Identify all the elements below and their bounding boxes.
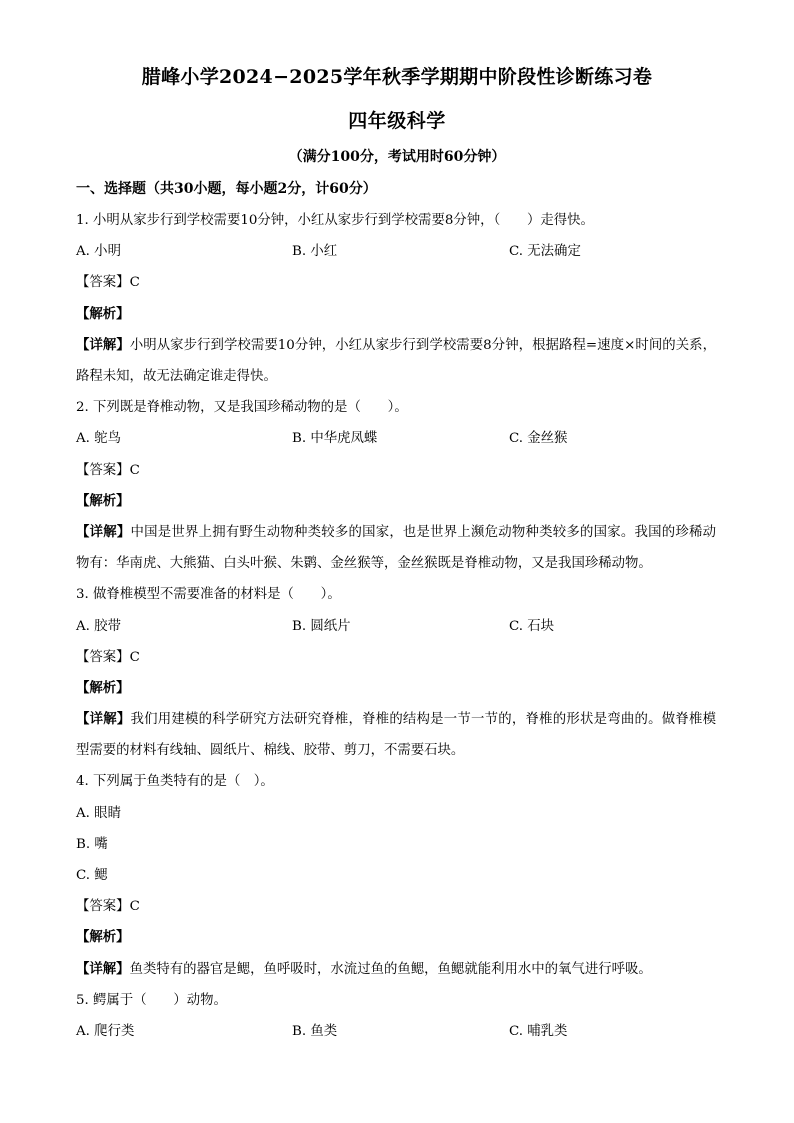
options-row bbox=[76, 423, 716, 454]
detail-tag: 【详解】 bbox=[76, 711, 131, 728]
options-row bbox=[76, 611, 716, 642]
analysis-tag: 【解析】 bbox=[76, 492, 130, 509]
question-stem: 3. 做脊椎模型不需要准备的材料是（ ）。 bbox=[76, 587, 341, 603]
detail-paragraph bbox=[76, 330, 716, 392]
exam-subtitle: 四年级科学 bbox=[348, 110, 446, 132]
option-a: A. 爬行类 bbox=[76, 1023, 135, 1039]
questions-list bbox=[76, 205, 716, 1047]
option-a: A. 小明 bbox=[76, 244, 121, 260]
option-c: C. 无法确定 bbox=[509, 244, 581, 260]
option-a: A. 眼睛 bbox=[76, 805, 121, 821]
option-b: B. 圆纸片 bbox=[292, 618, 351, 634]
analysis-tag: 【解析】 bbox=[76, 305, 130, 322]
detail-text: 我们用建模的科学研究方法研究脊椎，脊椎的结构是一节一节的，脊椎的形状是弯曲的。做脊椎模型需要的材料有线轴、圆纸片、棉线、胶带、剪刀，不需要石块。 bbox=[76, 712, 717, 759]
option-b: B. 嘴 bbox=[76, 836, 108, 852]
option-c: C. 鳃 bbox=[76, 868, 108, 884]
options-row bbox=[76, 236, 716, 267]
answer-line bbox=[76, 891, 716, 922]
detail-paragraph bbox=[76, 954, 716, 985]
answer-value: C bbox=[129, 649, 140, 665]
analysis-tag: 【解析】 bbox=[76, 679, 130, 696]
answer-value: C bbox=[129, 899, 140, 915]
option-a: A. 鸵鸟 bbox=[76, 431, 121, 447]
detail-text: 鱼类特有的器官是鳃，鱼呼吸时，水流过鱼的鱼鳃，鱼鳃就能利用水中的氧气进行呼吸。 bbox=[129, 961, 652, 977]
detail-text: 小明从家步行到学校需要10分钟，小红从家步行到学校需要8分钟，根据路程=速度×时间的关系，路程未知，故无法确定谁走得快。 bbox=[76, 337, 717, 384]
question-stem: 5. 鳄属于（ ）动物。 bbox=[76, 992, 227, 1008]
options-row bbox=[76, 1016, 716, 1047]
detail-text: 中国是世界上拥有野生动物种类较多的国家，也是世界上濒危动物种类较多的国家。我国的珍稀动物有：华南虎、大熊猫、白头叶猴、朱鹮、金丝猴等，金丝猴既是脊椎动物，又是我国珍稀动物。 bbox=[76, 524, 717, 572]
answer-value: C bbox=[129, 275, 140, 291]
question-stem: 2. 下列既是脊椎动物，又是我国珍稀动物的是（ ）。 bbox=[76, 400, 408, 416]
exam-title: 腊峰小学2024−2025学年秋季学期期中阶段性诊断练习卷 bbox=[141, 66, 653, 88]
score-note: （满分100分，考试用时60分钟） bbox=[288, 149, 506, 165]
detail-tag: 【详解】 bbox=[76, 523, 131, 540]
option-c: C. 哺乳类 bbox=[509, 1023, 568, 1039]
option-c: C. 金丝猴 bbox=[509, 431, 568, 447]
answer-line bbox=[76, 267, 716, 298]
answer-tag: 【答案】 bbox=[76, 899, 130, 915]
detail-tag: 【详解】 bbox=[76, 960, 130, 977]
answer-tag: 【答案】 bbox=[76, 649, 130, 665]
detail-tag: 【详解】 bbox=[76, 336, 130, 353]
answer-tag: 【答案】 bbox=[76, 275, 130, 291]
answer-line bbox=[76, 455, 716, 486]
question-stem: 4. 下列属于鱼类特有的是（ ）。 bbox=[76, 774, 274, 790]
section-heading: 一、选择题（共30小题，每小题2分，计60分） bbox=[76, 181, 377, 197]
answer-value: C bbox=[129, 462, 140, 478]
answer-line bbox=[76, 642, 716, 673]
option-b: B. 鱼类 bbox=[292, 1023, 338, 1039]
option-c: C. 石块 bbox=[509, 618, 555, 634]
detail-paragraph bbox=[76, 704, 716, 766]
question-stem: 1. 小明从家步行到学校需要10分钟，小红从家步行到学校需要8分钟，（ ）走得快。 bbox=[76, 213, 594, 228]
option-a: A. 胶带 bbox=[76, 618, 121, 634]
answer-tag: 【答案】 bbox=[76, 462, 130, 478]
option-b: B. 小红 bbox=[292, 244, 338, 260]
detail-paragraph bbox=[76, 517, 716, 579]
analysis-tag: 【解析】 bbox=[76, 929, 130, 946]
option-b: B. 中华虎凤蝶 bbox=[292, 431, 378, 447]
